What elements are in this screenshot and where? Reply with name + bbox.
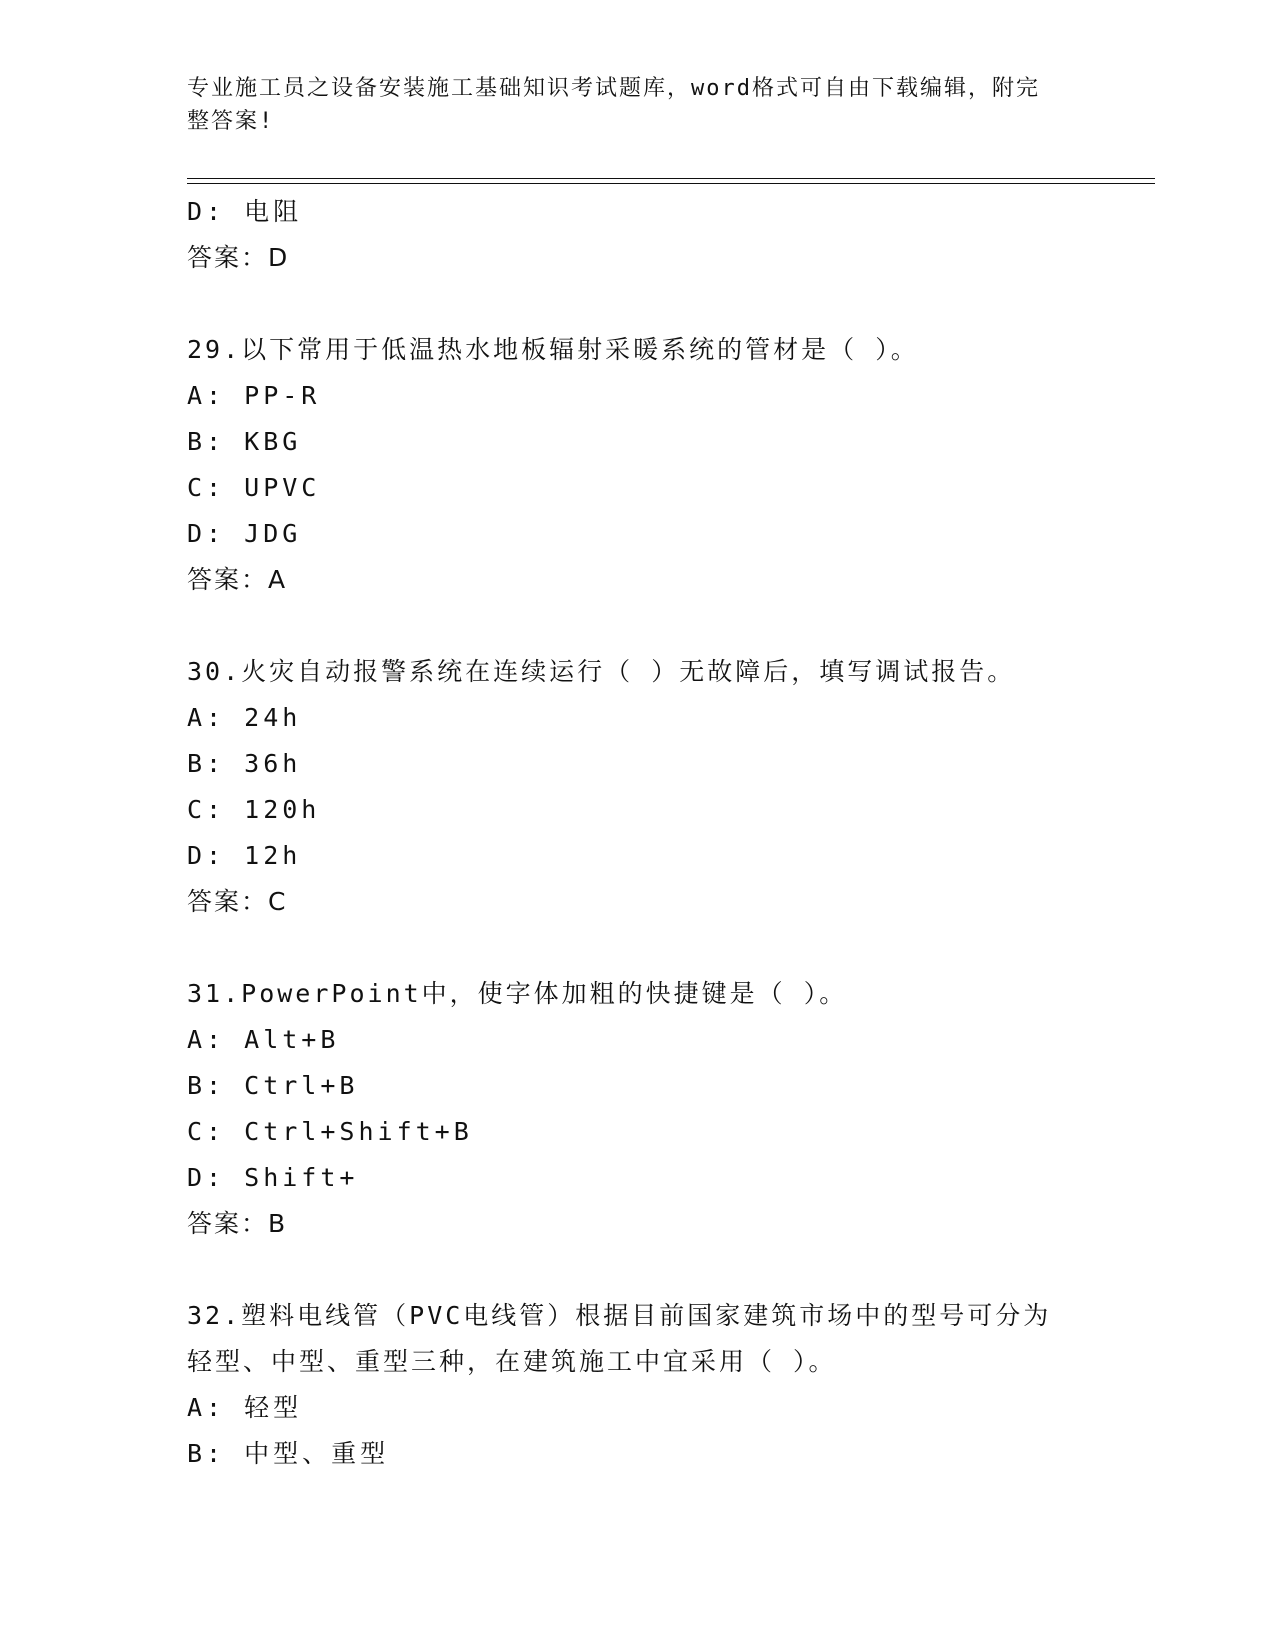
- question-31-option-c: C: Ctrl+Shift+B: [187, 1117, 473, 1146]
- question-30-option-d: D: 12h: [187, 841, 302, 870]
- header-line-1: 专业施工员之设备安装施工基础知识考试题库，word格式可自由下载编辑，附完: [187, 76, 1040, 101]
- question-30-option-c: C: 120h: [187, 795, 321, 824]
- question-32-option-b: B: 中型、重型: [187, 1439, 390, 1468]
- document-header: [187, 72, 1067, 138]
- question-29-answer: 答案：A: [187, 565, 288, 594]
- question-31-option-a: A: Alt+B: [187, 1025, 340, 1054]
- header-line-2: 整答案!: [187, 109, 275, 134]
- prev-option-d: D: 电阻: [187, 197, 303, 226]
- question-30-option-a: A: 24h: [187, 703, 302, 732]
- question-31-option-b: B: Ctrl+B: [187, 1071, 359, 1100]
- question-32-stem-line-1: 32.塑料电线管（PVC电线管）根据目前国家建筑市场中的型号可分为: [187, 1301, 1052, 1330]
- header-divider-bottom: [187, 183, 1155, 184]
- question-31-stem: 31.PowerPoint中，使字体加粗的快捷键是（ ）。: [187, 979, 848, 1008]
- question-29-stem: 29.以下常用于低温热水地板辐射采暖系统的管材是（ ）。: [187, 335, 919, 364]
- question-list: [187, 189, 1087, 1477]
- prev-answer: 答案：D: [187, 243, 290, 272]
- header-divider-top: [187, 178, 1155, 179]
- question-32-stem-line-2: 轻型、中型、重型三种，在建筑施工中宜采用（ ）。: [187, 1347, 837, 1376]
- question-30-stem: 30.火灾自动报警系统在连续运行（ ）无故障后，填写调试报告。: [187, 657, 1016, 686]
- question-29-option-b: B: KBG: [187, 427, 302, 456]
- question-31-option-d: D: Shift+: [187, 1163, 359, 1192]
- question-30-answer: 答案：C: [187, 887, 288, 916]
- question-31-answer: 答案：B: [187, 1209, 288, 1238]
- question-29-option-a: A: PP-R: [187, 381, 321, 410]
- question-30-option-b: B: 36h: [187, 749, 302, 778]
- question-29-option-d: D: JDG: [187, 519, 302, 548]
- question-29-option-c: C: UPVC: [187, 473, 321, 502]
- question-32-option-a: A: 轻型: [187, 1393, 303, 1422]
